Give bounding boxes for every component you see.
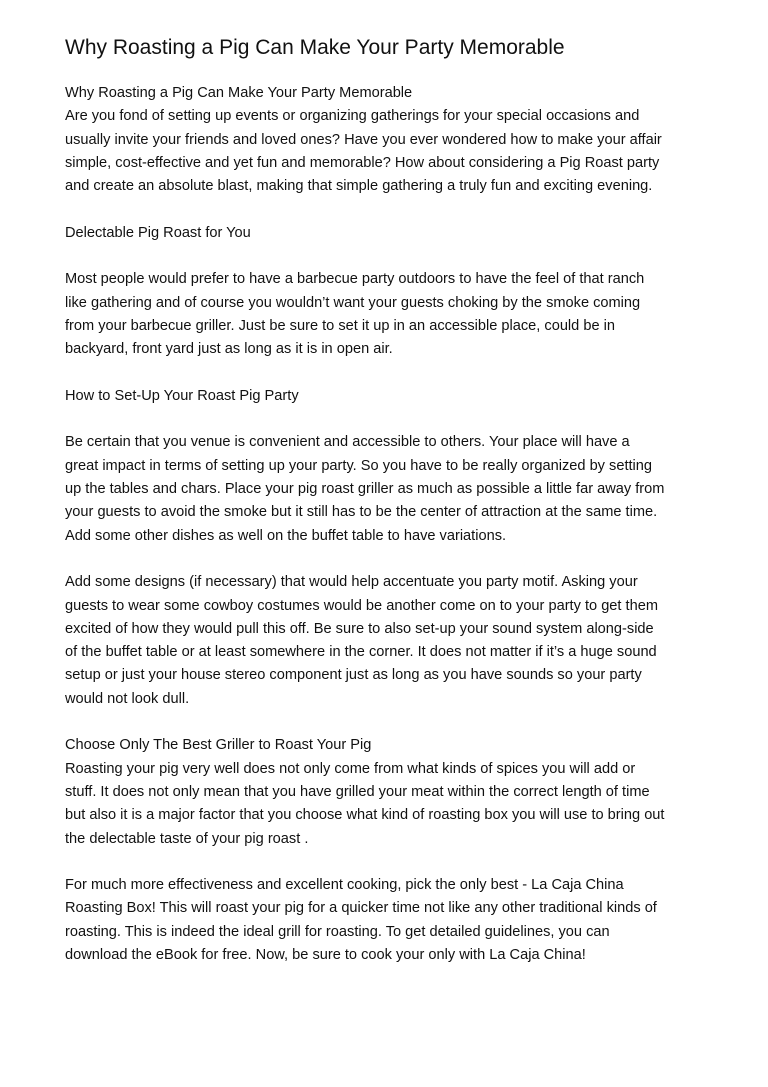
text-line: Most people would prefer to have a barbecue party outdoors to have the feel of that ranch [65,271,645,288]
text-line: guests to wear some cowboy costumes would be another come on to your party to get them [65,597,658,614]
text-line: usually invite your friends and loved ones? Have you ever wondered how to make your affair [65,131,662,148]
text-line: stuff. It does not only mean that you have grilled your meat within the correct length of time [65,783,650,800]
paragraph [65,734,715,850]
text-line: Choose Only The Best Griller to Roast Your Pig [65,737,372,754]
text-block [65,734,715,850]
paragraph [65,385,715,408]
text-line: from your barbecue griller. Just be sure to set it up in an accessible place, could be in [65,317,615,334]
text-line: like gathering and of course you wouldn’t want your guests choking by the smoke coming [65,294,641,311]
text-block [65,268,715,361]
text-line: simple, cost-effective and yet fun and memorable? How about considering a Pig Roast party [65,154,660,171]
text-line: Be certain that you venue is convenient and accessible to others. Your place will have a [65,434,630,451]
paragraph [65,431,715,547]
text-line: would not look dull. [65,690,190,707]
paragraph [65,571,715,711]
text-line: Delectable Pig Roast for You [65,224,251,241]
text-line: Roasting your pig very well does not only come from what kinds of spices you will add or [65,760,636,777]
text-line: the delectable taste of your pig roast . [65,830,309,847]
paragraph [65,268,715,361]
text-line: Add some other dishes as well on the buffet table to have variations. [65,527,507,544]
text-block [65,571,715,711]
text-line: Are you fond of setting up events or organizing gatherings for your special occasions and [65,108,640,125]
text-line: For much more effectiveness and excellent cooking, pick the only best - La Caja China [65,877,624,894]
document-page [65,34,715,991]
text-line: excited of how they would pull this off. Be sure to also set-up your sound system along-side [65,620,654,637]
text-block [65,222,715,245]
document-body [65,82,715,967]
text-block [65,82,715,198]
text-line: Add some designs (if necessary) that would help accentuate you party motif. Asking your [65,574,638,591]
text-line: but also it is a major factor that you choose what kind of roasting box you will use to bring out [65,807,665,824]
paragraph [65,222,715,245]
text-block [65,431,715,547]
paragraph [65,82,715,198]
text-line: of the buffet table or at least somewhere in the corner. It does not matter if it’s a huge sound [65,644,657,661]
text-line: backyard, front yard just as long as it is in open air. [65,341,393,358]
text-line: up the tables and chars. Place your pig roast griller as much as possible a little far away from [65,481,665,498]
text-line: roasting. This is indeed the ideal grill for roasting. To get detailed guidelines, you can [65,923,610,940]
text-block [65,874,715,967]
text-line: your guests to avoid the smoke but it still has to be the center of attraction at the same time. [65,504,658,521]
text-line: Roasting Box! This will roast your pig for a quicker time not like any other traditional kinds of [65,900,657,917]
text-line: and create an absolute blast, making that simple gathering a truly fun and exciting evening. [65,178,653,195]
paragraph [65,874,715,967]
document-title: Why Roasting a Pig Can Make Your Party Memorable [65,36,565,59]
text-line: download the eBook for free. Now, be sure to cook your only with La Caja China! [65,946,586,963]
text-block [65,385,715,408]
text-line: setup or just your house stereo component just as long as you have sounds so your party [65,667,642,684]
text-line: How to Set-Up Your Roast Pig Party [65,387,299,404]
text-line: Why Roasting a Pig Can Make Your Party Memorable [65,85,413,101]
text-line: great impact in terms of setting up your party. So you have to be really organized by setting [65,457,653,474]
